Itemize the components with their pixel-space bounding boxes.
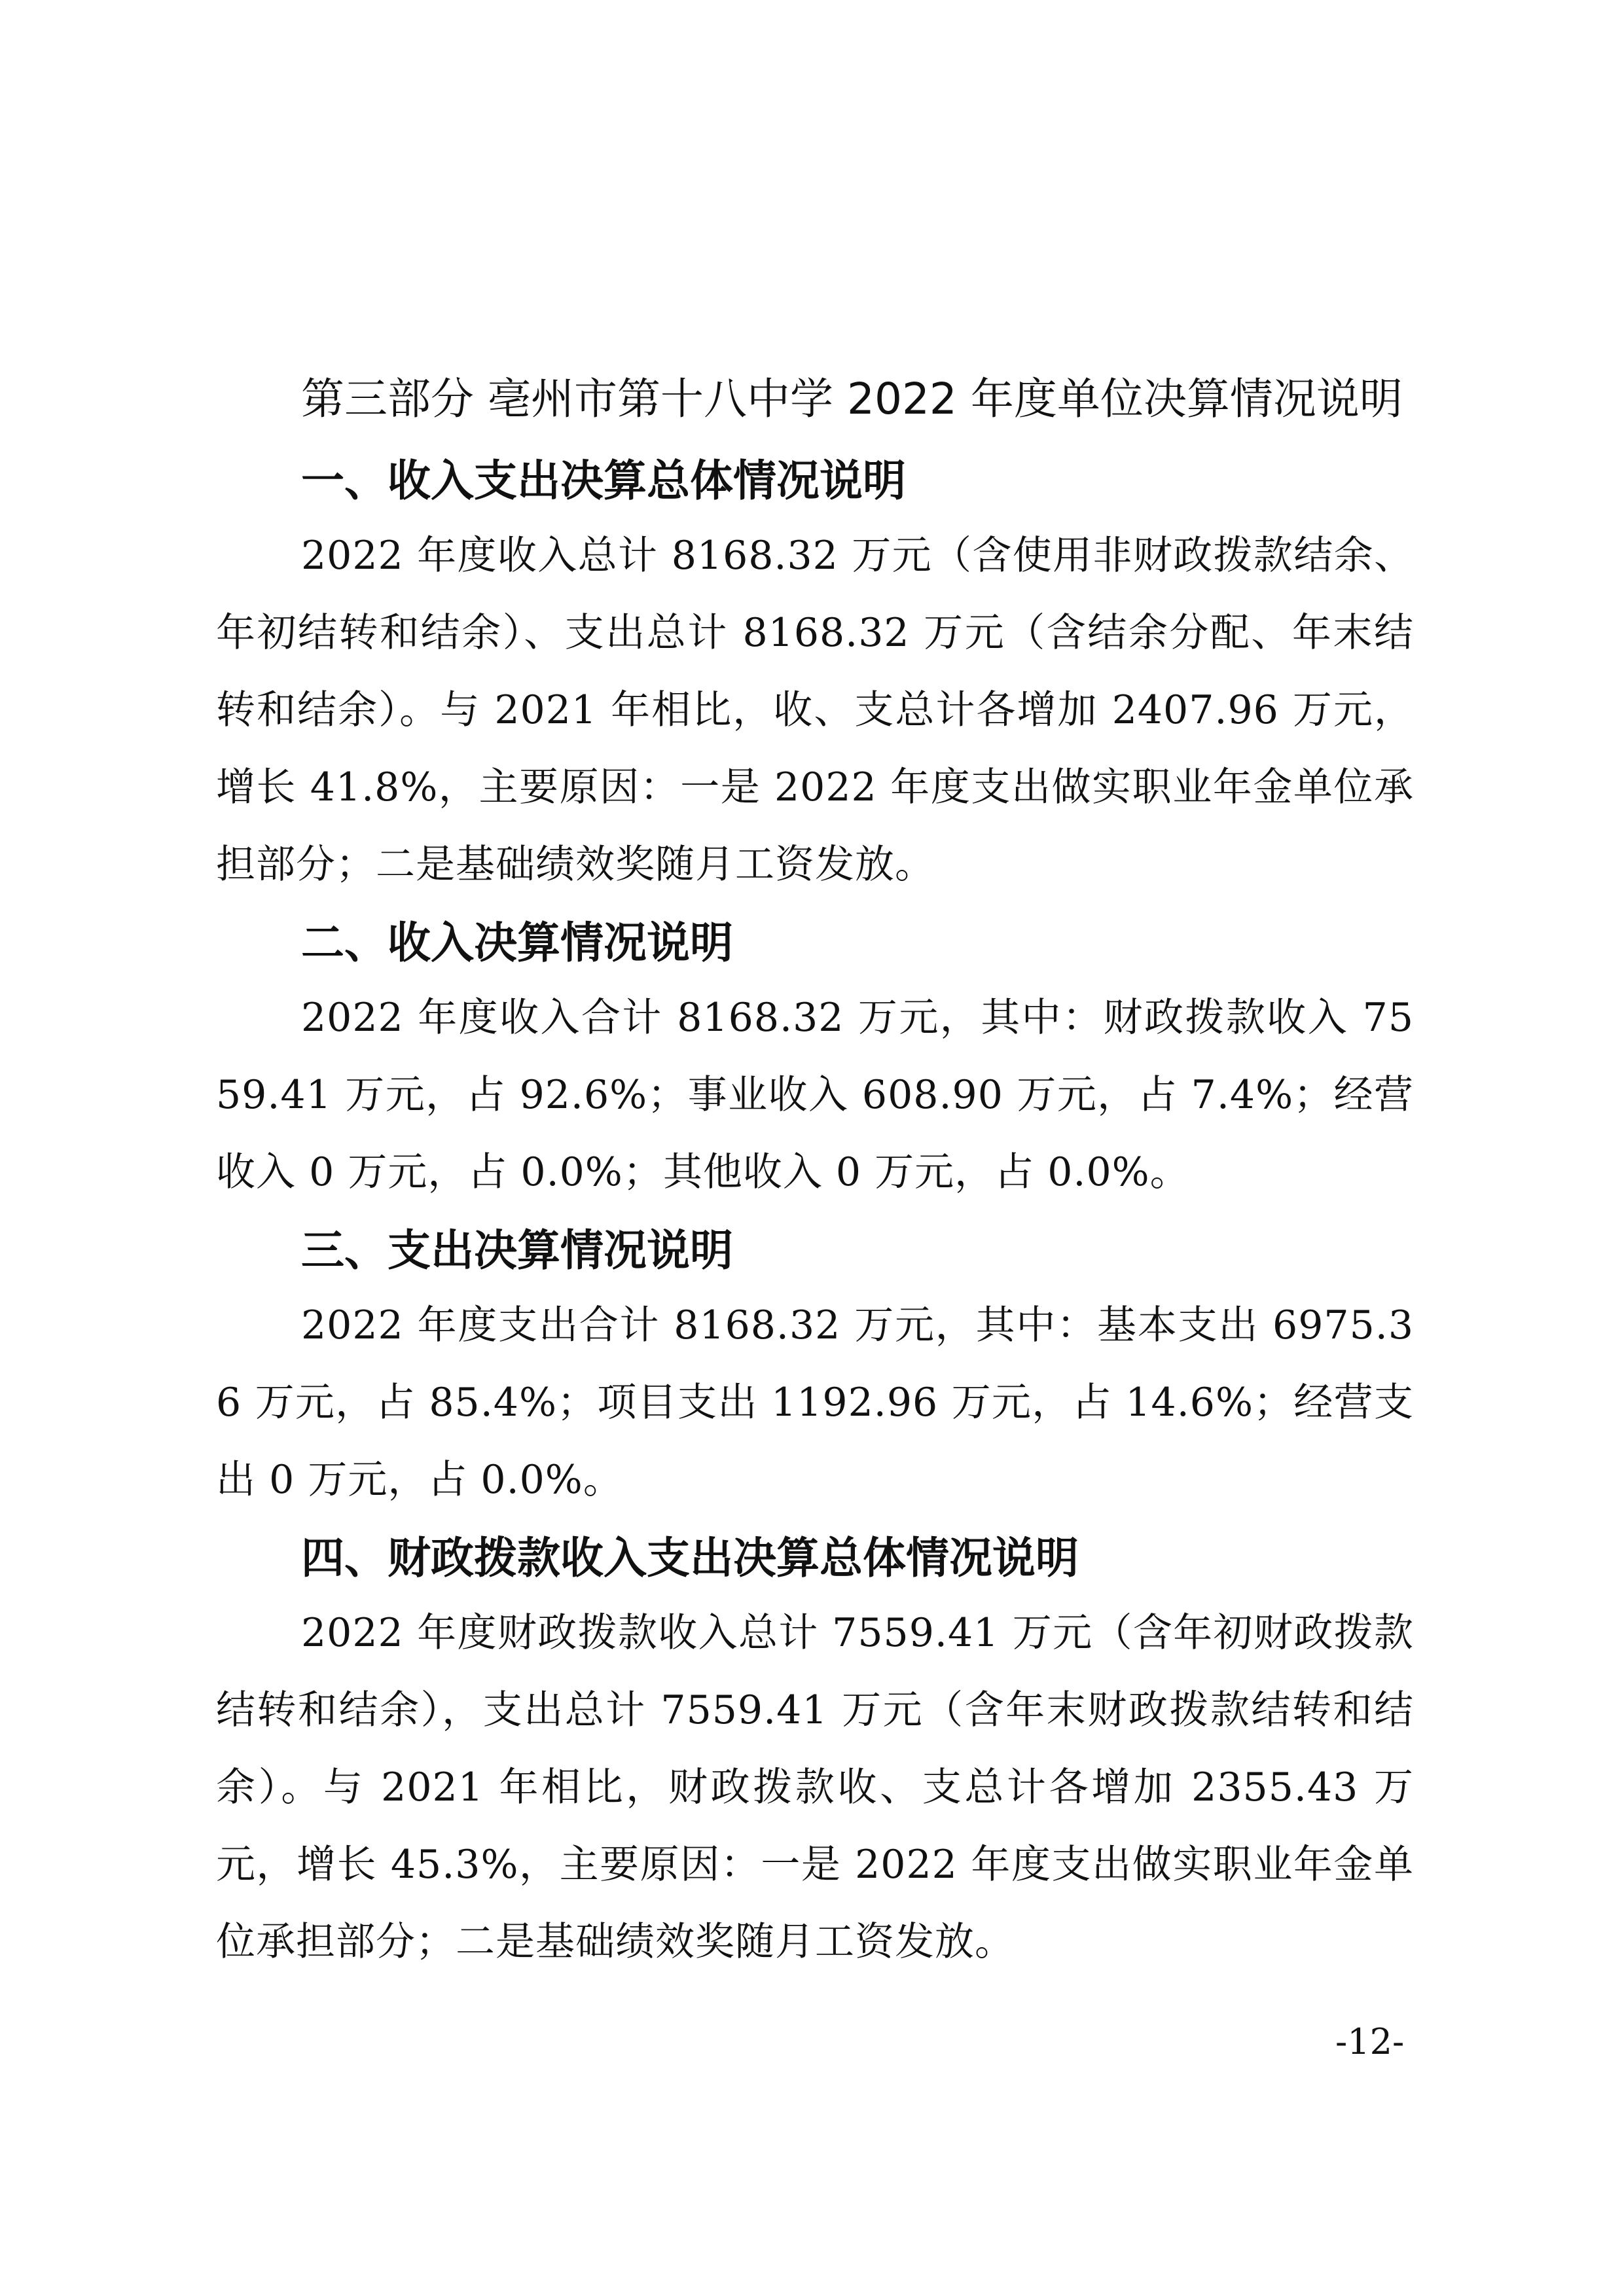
section-expenditure bbox=[216, 1215, 1414, 1518]
page-number: -12- bbox=[1335, 2021, 1405, 2062]
section-paragraph: 2022 年度财政拨款收入总计 7559.41 万元（含年初财政拨款结转和结余），支出总计 7559.41 万元（含年末财政拨款结转和结余）。与 2021 年相比，财政拨款收、支总计各增加 2355.43 万元，增长 45.3%，主要原因：一是 2022 年度支出做实职业年金单位承担部分；二是基础绩效奖随月工资发放。 bbox=[216, 1610, 1414, 1965]
section-paragraph: 2022 年度收入合计 8168.32 万元，其中：财政拨款收入 7559.41 万元，占 92.6%；事业收入 608.90 万元，占 7.4%；经营收入 0 万元，占 0.0%；其他收入 0 万元，占 0.0%。 bbox=[216, 995, 1414, 1195]
section-heading: 一、收入支出决算总体情况说明 bbox=[301, 456, 906, 506]
section-heading: 二、收入决算情况说明 bbox=[301, 918, 733, 968]
section-heading: 四、财政拨款收入支出决算总体情况说明 bbox=[301, 1533, 1079, 1583]
section-paragraph: 2022 年度收入总计 8168.32 万元（含使用非财政拨款结余、年初结转和结余）、支出总计 8168.32 万元（含结余分配、年末结转和结余）。与 2021 年相比，收、支总计各增加 2407.96 万元，增长 41.8%，主要原因：一是 2022 年度支出做实职业年金单位承担部分；二是基础绩效奖随月工资发放。 bbox=[216, 533, 1414, 888]
section-income bbox=[216, 907, 1414, 1211]
section-overall bbox=[216, 445, 1414, 903]
section-paragraph: 2022 年度支出合计 8168.32 万元，其中：基本支出 6975.36 万元，占 85.4%；项目支出 1192.96 万元，占 14.6%；经营支出 0 万元，占 0.0%。 bbox=[216, 1302, 1414, 1503]
document-title: 第三部分 亳州市第十八中学 2022 年度单位决算情况说明 bbox=[301, 374, 1403, 424]
section-heading: 三、支出决算情况说明 bbox=[301, 1225, 733, 1276]
section-fiscal-appropriation bbox=[216, 1522, 1414, 1981]
document-page bbox=[216, 367, 1414, 1984]
